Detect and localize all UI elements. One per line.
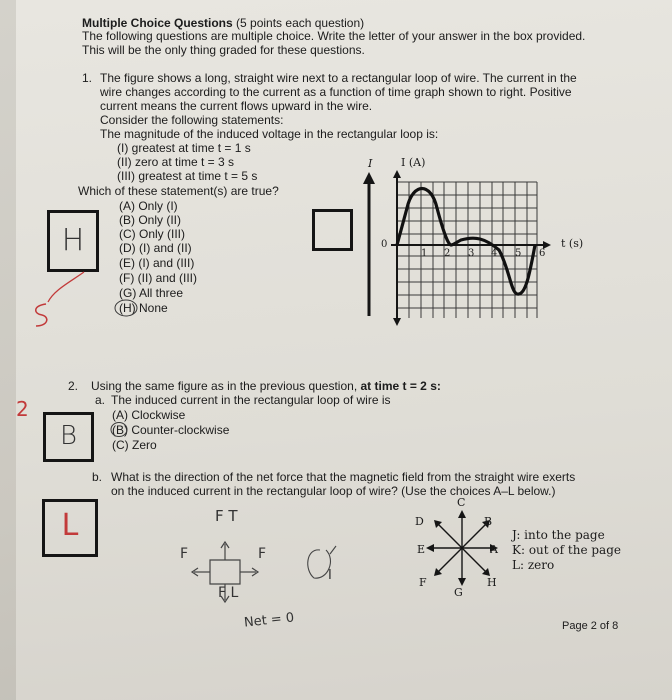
q1-option-d: (D) (I) and (II) bbox=[119, 241, 192, 255]
graph-tick-1: 1 bbox=[421, 248, 428, 259]
rectangular-loop bbox=[312, 209, 353, 251]
q1-answer-box[interactable] bbox=[47, 210, 99, 272]
q1-option-e: (E) (I) and (III) bbox=[119, 256, 195, 270]
sketch-label-right: F bbox=[258, 546, 267, 562]
q1-option-g: (G) All three bbox=[119, 286, 184, 300]
q2a-answer-box[interactable] bbox=[43, 412, 94, 462]
q2-score-mark: 2 bbox=[16, 397, 29, 421]
q2-intro: Using the same figure as in the previous question, at time t = 2 s: bbox=[91, 379, 441, 393]
q2-number: 2. bbox=[68, 379, 79, 393]
q1-text-line-2: wire changes according to the current as a function of time graph shown to right. Positive bbox=[100, 85, 572, 99]
q2b-answer-box[interactable] bbox=[42, 499, 98, 557]
q2a-option-a: (A) Clockwise bbox=[112, 408, 186, 422]
graph-y-axis-label: I (A) bbox=[401, 156, 426, 169]
q2a-text: The induced current in the rectangular loop of wire is bbox=[111, 393, 391, 407]
graph-tick-6: 6 bbox=[539, 248, 546, 259]
q1-number: 1. bbox=[82, 71, 93, 85]
q2a-option-b: (B) Counter-clockwise bbox=[112, 423, 230, 437]
extra-choice-l: L: zero bbox=[512, 558, 555, 572]
q1-option-c: (C) Only (III) bbox=[119, 227, 185, 241]
sketch-label-top: F T bbox=[215, 507, 238, 525]
graph-x-axis-label: t (s) bbox=[561, 237, 584, 250]
compass-dir-h: H bbox=[487, 576, 497, 589]
sketch-label-bottom: F L bbox=[218, 585, 239, 601]
compass-dir-e: E bbox=[417, 543, 426, 556]
q1-option-b: (B) Only (II) bbox=[119, 213, 181, 227]
compass-dir-a: A bbox=[490, 543, 498, 556]
graph-tick-5: 5 bbox=[515, 248, 522, 259]
q2a-option-c: (C) Zero bbox=[112, 438, 157, 452]
compass-dir-f: F bbox=[419, 576, 427, 589]
q2b-text-line-1: What is the direction of the net force that the magnetic field from the straight wire exerts bbox=[111, 470, 576, 484]
graph-tick-2: 2 bbox=[444, 248, 451, 259]
q1-statement-3: (III) greatest at time t = 5 s bbox=[117, 169, 258, 183]
graph-tick-3: 3 bbox=[468, 248, 475, 259]
q2b-text-line-2: on the induced current in the rectangular loop of wire? (Use the choices A–L below.) bbox=[111, 484, 556, 498]
q1-option-h-circle-mark bbox=[113, 299, 139, 317]
section-title: Multiple Choice Questions (5 points each question) bbox=[82, 16, 365, 30]
instructions-line-1: The following questions are multiple choice. Write the letter of your answer in the box provided. bbox=[82, 29, 586, 43]
q2b-answer-handwritten: L bbox=[61, 508, 79, 543]
q1-answer-handwritten: H bbox=[61, 223, 85, 258]
q1-text-line-4: Consider the following statements: bbox=[100, 113, 284, 127]
extra-choice-k: K: out of the page bbox=[512, 543, 621, 557]
compass-dir-c: C bbox=[457, 496, 466, 509]
graph-origin-label: 0 bbox=[381, 239, 388, 250]
q2a-answer-handwritten: B bbox=[59, 421, 78, 451]
q1-option-f: (F) (II) and (III) bbox=[119, 271, 197, 285]
straight-wire bbox=[361, 170, 381, 320]
q1-statement-1: (I) greatest at time t = 1 s bbox=[117, 141, 251, 155]
extra-choice-j: J: into the page bbox=[512, 528, 605, 542]
q1-option-a: (A) Only (I) bbox=[119, 199, 178, 213]
q1-text-line-5: The magnitude of the induced voltage in the rectangular loop is: bbox=[100, 127, 439, 141]
q1-score-mark bbox=[30, 268, 90, 332]
q1-option-h: (H) None bbox=[119, 301, 168, 315]
q2b-label: b. bbox=[92, 470, 103, 484]
instructions-line-2: This will be the only thing graded for these questions. bbox=[82, 43, 365, 57]
wire-current-label: I bbox=[368, 157, 373, 170]
page-number: Page 2 of 8 bbox=[562, 620, 619, 632]
sketch-net-force-note: Net = 0 bbox=[243, 610, 295, 631]
sketch-label-current: I bbox=[328, 568, 332, 583]
q1-statement-2: (II) zero at time t = 3 s bbox=[117, 155, 235, 169]
q2a-label: a. bbox=[95, 393, 106, 407]
q1-prompt: Which of these statement(s) are true? bbox=[78, 184, 279, 198]
compass-dir-b: B bbox=[484, 515, 493, 528]
sketch-label-left: F bbox=[180, 546, 189, 562]
q2a-option-b-circle-mark bbox=[109, 421, 129, 438]
q1-text-line-3: current means the current flows upward in the wire. bbox=[100, 99, 373, 113]
compass-dir-g: G bbox=[454, 586, 463, 599]
q1-text-line-1: The figure shows a long, straight wire next to a rectangular loop of wire. The current in the bbox=[100, 71, 577, 85]
compass-dir-d: D bbox=[415, 515, 424, 528]
graph-tick-4: 4 bbox=[491, 248, 498, 259]
